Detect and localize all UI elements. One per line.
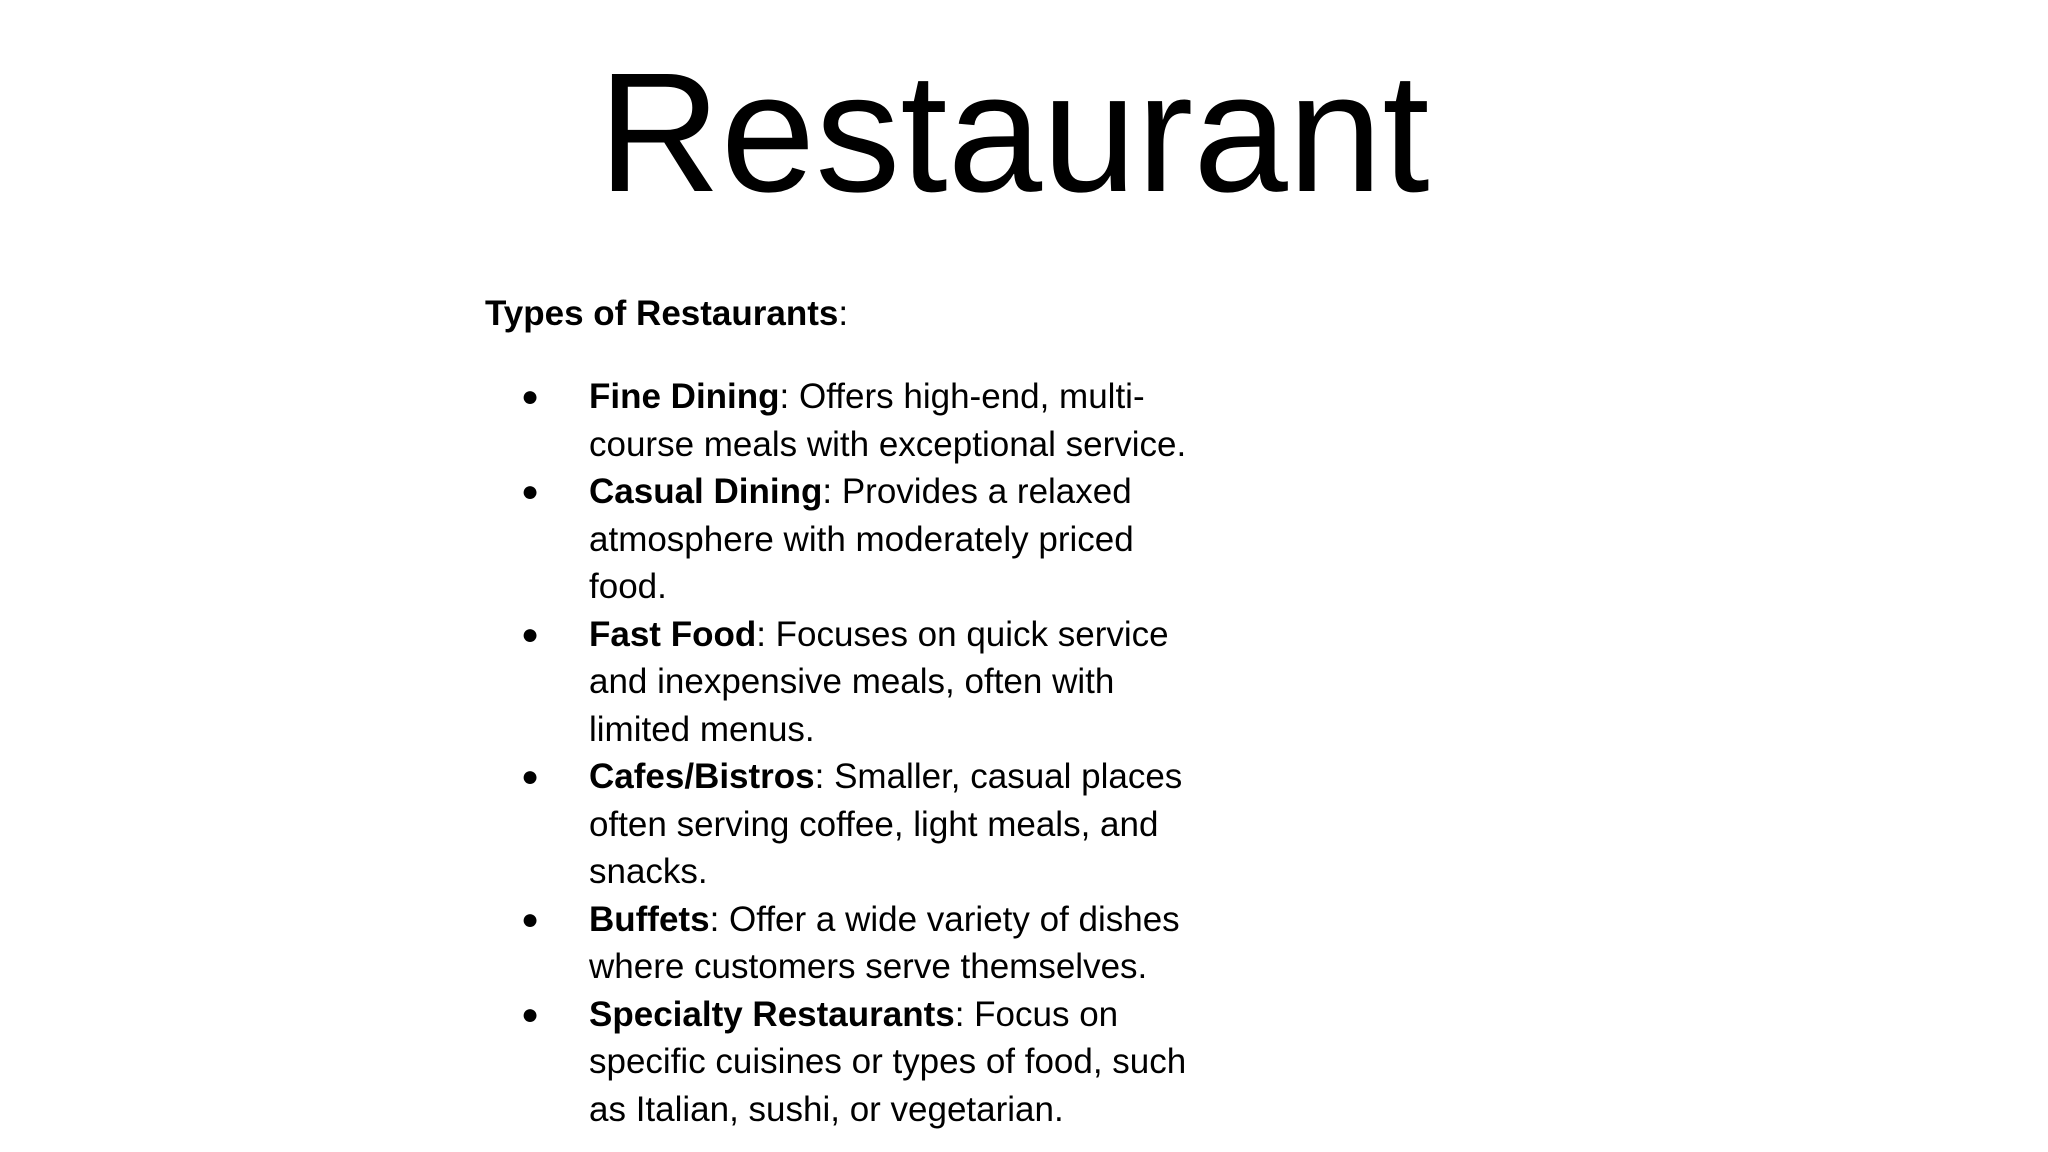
- item-description: : Provides a relaxed atmosphere with moderately priced food.: [589, 472, 1134, 606]
- list-item: [485, 896, 1189, 991]
- item-term: Casual Dining: [589, 472, 823, 511]
- item-term: Buffets: [589, 899, 710, 939]
- list-item: [485, 753, 1189, 896]
- list-item: [485, 611, 1189, 754]
- item-description: : Offer a wide variety of dishes where customers serve themselves.: [589, 899, 1180, 986]
- restaurant-types-list: [485, 373, 1245, 1133]
- bullet-icon: ●: [521, 760, 540, 793]
- bullet-icon: ●: [521, 902, 540, 936]
- item-term: Fine Dining: [589, 377, 780, 416]
- section-intro: [485, 290, 1245, 337]
- item-description: : Offers high-end, multi-course meals with exceptional service.: [589, 377, 1187, 464]
- list-item: [485, 373, 1189, 468]
- item-description: : Smaller, casual places often serving coffee, light meals, and snacks.: [589, 757, 1183, 891]
- list-item: [485, 991, 1189, 1134]
- item-term: Fast Food: [589, 614, 757, 654]
- slide-title: Restaurant: [598, 38, 1430, 228]
- bullet-icon: ●: [521, 997, 540, 1031]
- item-description: : Focus on specific cuisines or types of food, such as Italian, sushi, or vegetarian.: [589, 994, 1187, 1129]
- slide-body: [485, 290, 1245, 1133]
- section-heading-colon: :: [838, 294, 849, 333]
- item-term: Cafes/Bistros: [589, 757, 815, 796]
- item-description: : Focuses on quick service and inexpensive meals, often with limited menus.: [589, 614, 1169, 749]
- bullet-icon: ●: [521, 475, 540, 508]
- item-term: Specialty Restaurants: [589, 994, 955, 1034]
- list-item: [485, 468, 1189, 611]
- bullet-icon: ●: [521, 380, 540, 413]
- bullet-icon: ●: [521, 617, 540, 651]
- section-heading: Types of Restaurants: [485, 294, 839, 333]
